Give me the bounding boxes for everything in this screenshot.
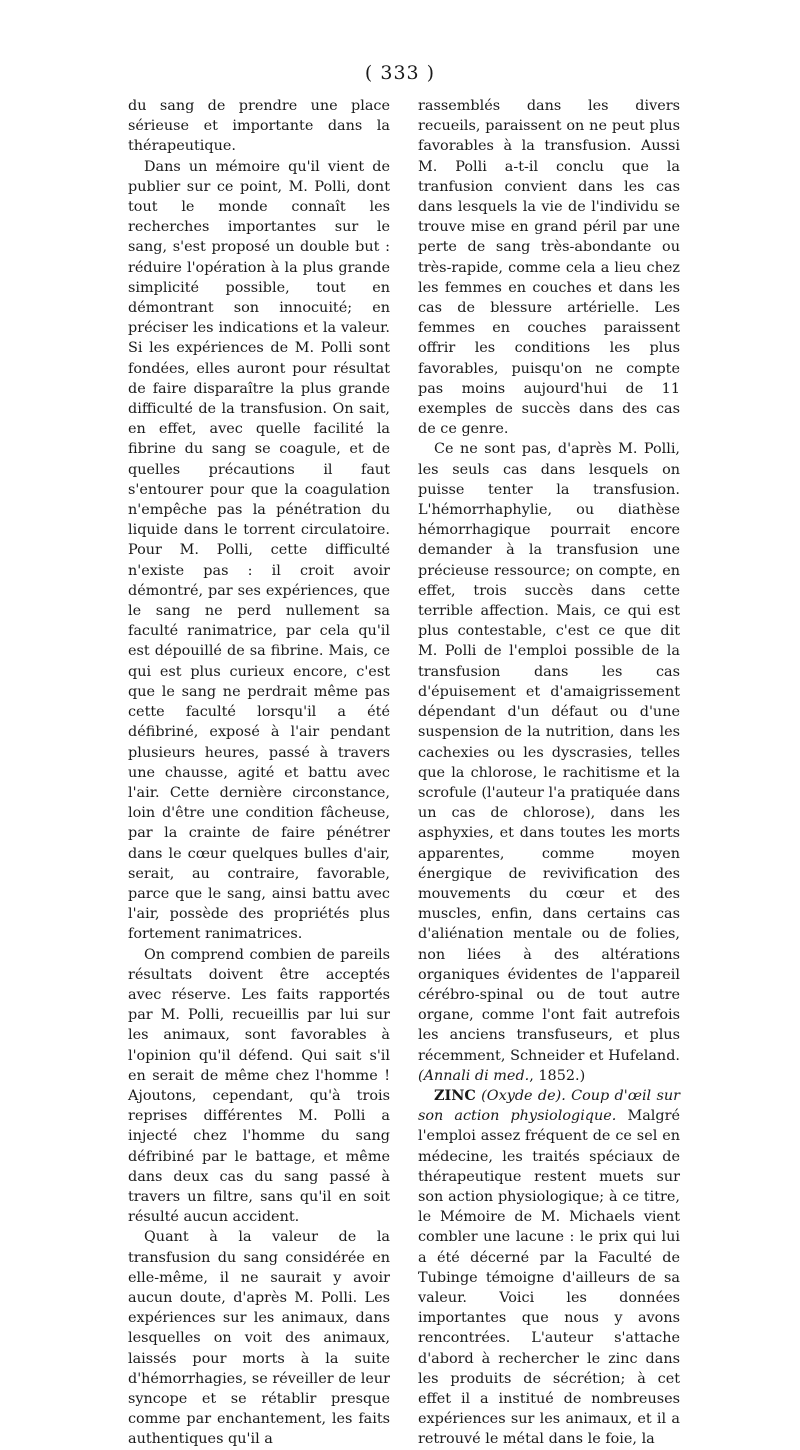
zinc-article [418, 1086, 680, 1450]
left-column [128, 96, 390, 1450]
right-column [418, 96, 680, 1450]
zinc-heading: ZINC [434, 1086, 476, 1104]
left-paragraph-1: du sang de prendre une place sérieuse et importante dans la thérapeutique. [128, 98, 390, 155]
left-paragraph-2: Dans un mémoire qu'il vient de publier sur ce point, M. Polli, dont tout le monde connaît les recherches importantes sur le sang, s'est proposé un double but : réduire l'opération à la plus grande simplicité possible, tout en démontrant son innocuité; en préciser les indications et la valeur. Si les expériences de M. Polli sont fondées, elles auront pour résultat de faire disparaître la plus grande difficulté de la transfusion. On sait, en effet, avec quelle facilité la fibrine du sang se coagule, et de quelles précautions il faut s'entourer pour que la coagulation n'empêche pas la pénétration du liquide dans le torrent circulatoire. Pour M. Polli, cette difficulté n'existe pas : il croit avoir démontré, par ses expériences, que le sang ne perd nullement sa faculté ranimatrice, par cela qu'il est dépouillé de sa fibrine. Mais, ce qui est plus curieux encore, c'est que le sang ne perdrait même pas cette faculté lorsqu'il a été défibriné, exposé à l'air pendant plusieurs heures, passé à travers une chausse, agité et battu avec l'air. Cette dernière circonstance, loin d'être une condition fâcheuse, par la crainte de faire pénétrer dans le cœur quelques bulles d'air, serait, au contraire, favorable, parce que le sang, ainsi battu avec l'air, possède des propriétés plus fortement ranimatrices. [128, 158, 390, 943]
right-paragraph-1: rassemblés dans les divers recueils, paraissent on ne peut plus favorables à la transfusion. Aussi M. Polli a-t-il conclu que la tranfusion convient dans les cas dans lesquels la vie de l'individu se trouve mise en grand péril par une perte de sang très-abondante ou très-rapide, comme cela a lieu chez les femmes en couches et dans les cas de blessure artérielle. Les femmes en couches paraissent offrir les conditions les plus favorables, puisqu'on ne compte pas moins aujourd'hui de 11 exemples de succès dans des cas de ce genre. [418, 98, 680, 438]
citation-journal: (Annali di med. [418, 1067, 530, 1084]
zinc-subtitle: (Oxyde de). Coup d'œil sur son action physiologique. [418, 1087, 680, 1125]
left-paragraph-4: Quant à la valeur de la transfusion du sang considérée en elle-même, il ne saurait y avoir aucun doute, d'après M. Polli. Les expériences sur les animaux, dans lesquelles on voit des animaux, laissés pour morts à la suite d'hémorrhagies, se réveiller de leur syncope et se rétablir presque comme par enchantement, les faits authentiques qu'il a [128, 1229, 390, 1448]
page-number: ( 333 ) [364, 62, 436, 84]
zinc-body: Malgré l'emploi assez fréquent de ce sel en médecine, les traités spéciaux de thérapeutique restent muets sur son action physiologique; à ce titre, le Mémoire de M. Michaels vient combler une lacune : le prix qui lui a été décerné par la Faculté de Tubinge témoigne d'ailleurs de sa valeur. Voici les données importantes que nous y avons rencontrées. L'auteur s'attache d'abord à rechercher le zinc dans les produits de sécrétion; à cet effet il a institué de nombreuses expériences sur les animaux, et il a retrouvé le métal dans le foie, la [418, 1108, 680, 1448]
right-paragraph-2-text: Ce ne sont pas, d'après M. Polli, les seuls cas dans lesquels on puisse tenter la transfusion. L'hémorrhaphylie, ou diathèse hémorrhagique pourrait encore demander à la transfusion une précieuse ressource; on compte, en effet, trois succès dans cette terrible affection. Mais, ce qui est plus contestable, c'est ce que dit M. Polli de l'emploi possible de la transfusion dans les cas d'épuisement et d'amaigrissement dépendant d'un défaut ou d'une suspension de la nutrition, dans les cachexies ou les dyscrasies, telles que la chlorose, le rachitisme et la scrofule (l'auteur l'a pratiquée dans un cas de chlorose), dans les asphyxies, et dans toutes les morts apparentes, comme moyen énergique de revivification des mouvements du cœur et des muscles, enfin, dans certains cas d'aliénation mentale ou de folies, non liées à des altérations organiques évidentes de l'appareil cérébro-spinal ou de tout autre organe, comme l'ont fait autrefois les anciens transfuseurs, et plus récemment, Schneider et Hufeland. [418, 441, 680, 1064]
right-paragraph-2 [418, 439, 680, 1086]
left-paragraph-3: On comprend combien de pareils résultats doivent être acceptés avec réserve. Les faits rapportés par M. Polli, recueillis par lui sur les animaux, sont favorables à l'opinion qu'il défend. Qui sait s'il en serait de même chez l'homme ! Ajoutons, cependant, qu'à trois reprises différentes M. Polli a injecté chez l'homme du sang défribiné par le battage, et même dans deux cas du sang passé à travers un filtre, sans qu'il en soit résulté aucun accident. [128, 946, 390, 1226]
citation-year: , 1852.) [529, 1067, 586, 1084]
